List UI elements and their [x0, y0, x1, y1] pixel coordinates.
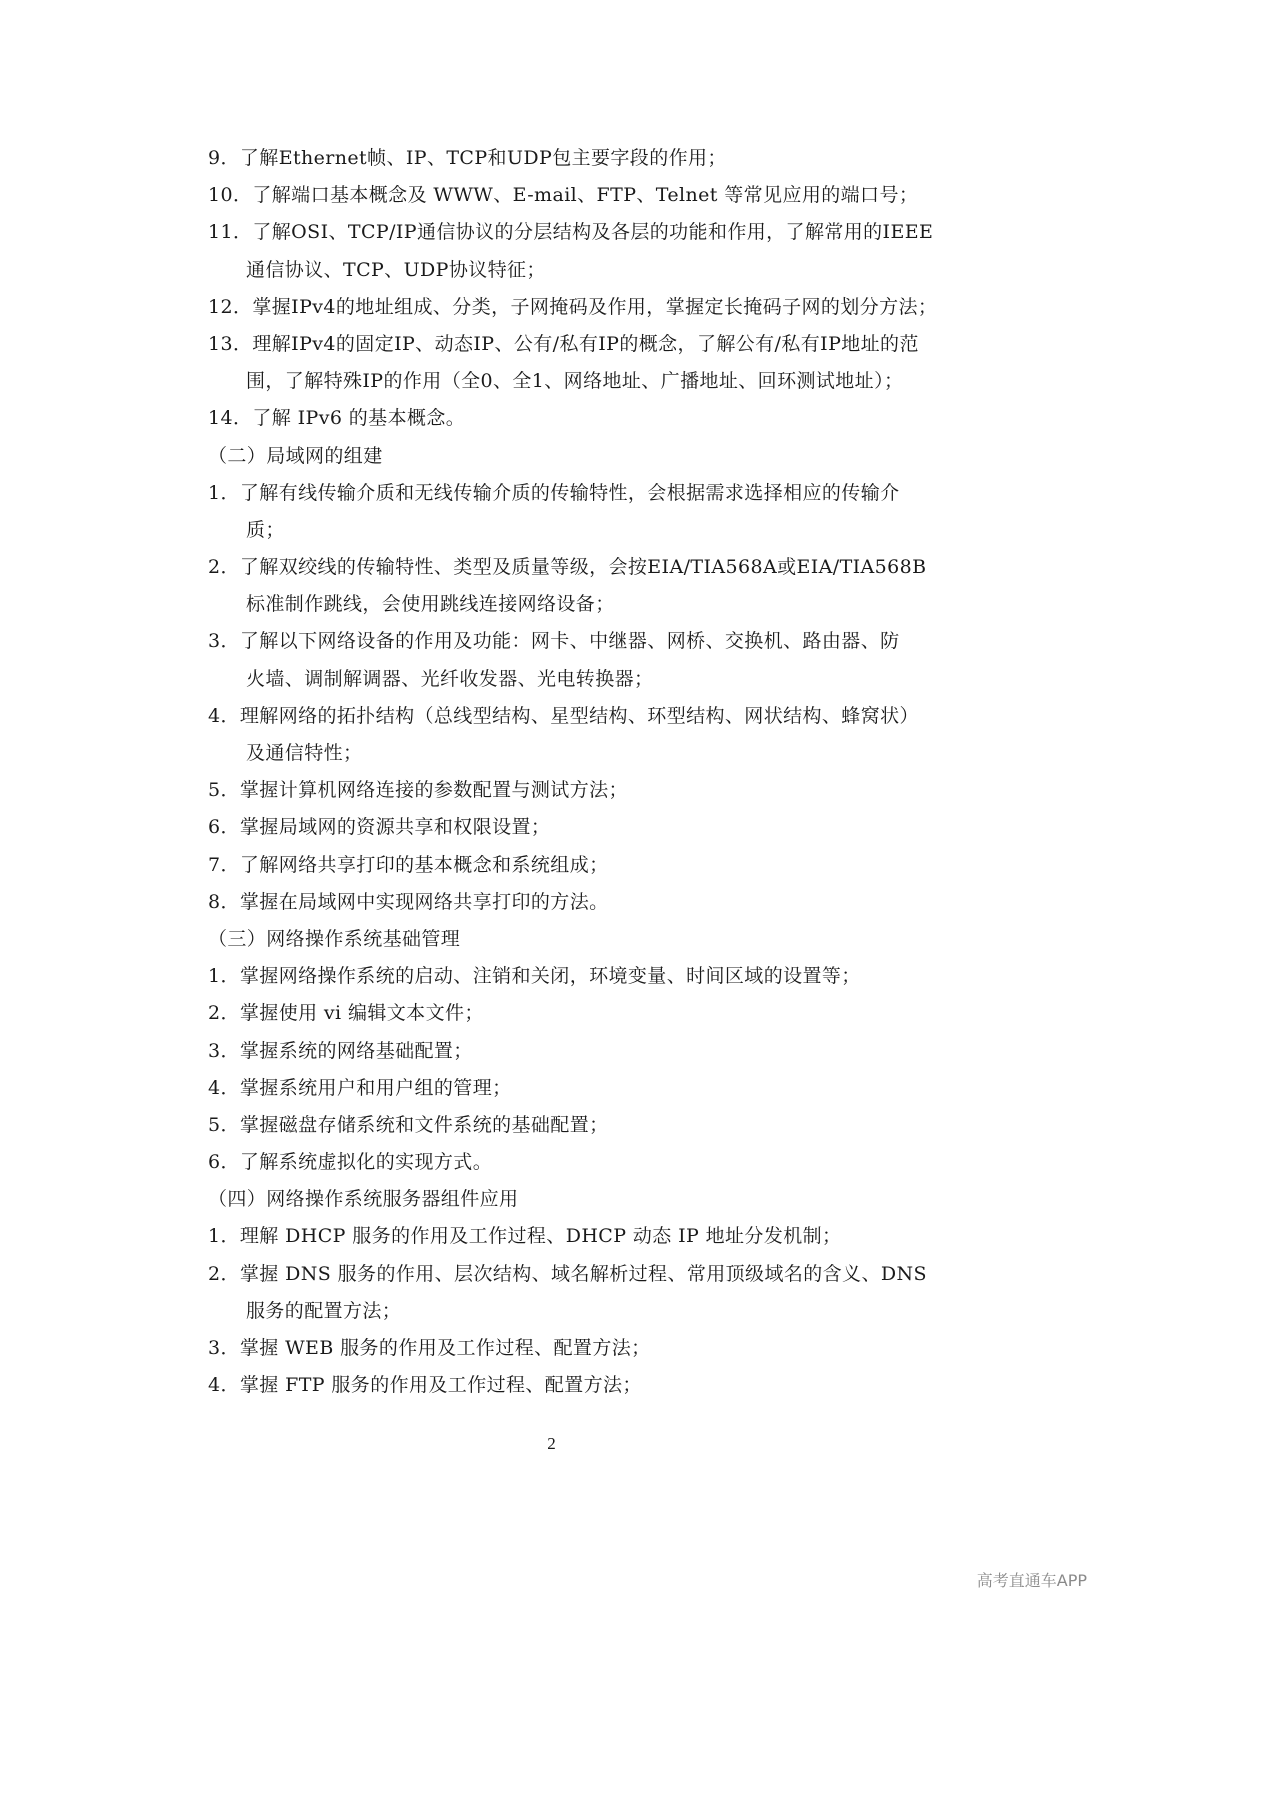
- text-line: 5．掌握计算机网络连接的参数配置与测试方法；: [208, 779, 628, 802]
- watermark: 高考直通车APP: [976, 1571, 1087, 1590]
- text-line-continuation: 质；: [246, 518, 285, 541]
- text-line-continuation: 及通信特性；: [246, 742, 363, 764]
- text-line-continuation: 服务的配置方法；: [246, 1299, 402, 1322]
- page-number: 2: [547, 1434, 556, 1453]
- section-heading: （二）局域网的组建: [208, 444, 383, 467]
- text-line-continuation: 通信协议、TCP、UDP协议特征；: [246, 258, 546, 281]
- text-line: 3．了解以下网络设备的作用及功能：网卡、中继器、网桥、交换机、路由器、防: [208, 630, 900, 653]
- section-heading: （三）网络操作系统基础管理: [208, 927, 461, 950]
- text-line: 1．掌握网络操作系统的启动、注销和关闭，环境变量、时间区域的设置等；: [208, 965, 861, 988]
- text-line: 7．了解网络共享打印的基本概念和系统组成；: [208, 853, 609, 876]
- section-heading: （四）网络操作系统服务器组件应用: [208, 1188, 519, 1211]
- text-line-continuation: 火墙、调制解调器、光纤收发器、光电转换器；: [246, 667, 654, 690]
- text-line: 3．掌握系统的网络基础配置；: [208, 1039, 473, 1062]
- text-line: 12．掌握IPv4的地址组成、分类，子网掩码及作用，掌握定长掩码子网的划分方法；: [208, 295, 938, 318]
- text-line: 2．掌握 DNS 服务的作用、层次结构、域名解析过程、常用顶级域名的含义、DNS: [208, 1262, 927, 1285]
- document-body: [208, 140, 948, 1404]
- text-line: 4．掌握系统用户和用户组的管理；: [208, 1076, 512, 1099]
- text-line: 9．了解Ethernet帧、IP、TCP和UDP包主要字段的作用；: [208, 147, 727, 169]
- text-line: 6．了解系统虚拟化的实现方式。: [208, 1151, 493, 1174]
- text-line: 4．掌握 FTP 服务的作用及工作过程、配置方法；: [208, 1374, 642, 1397]
- text-line: 13．理解IPv4的固定IP、动态IP、公有/私有IP的概念，了解公有/私有IP地址的范: [208, 332, 919, 355]
- text-line: 14．了解 IPv6 的基本概念。: [208, 407, 466, 430]
- text-line: 8．掌握在局域网中实现网络共享打印的方法。: [208, 890, 609, 913]
- text-line: 2．掌握使用 vi 编辑文本文件；: [208, 1002, 484, 1025]
- text-line-continuation: 围，了解特殊IP的作用（全0、全1、网络地址、广播地址、回环测试地址）；: [246, 370, 904, 393]
- text-line: 5．掌握磁盘存储系统和文件系统的基础配置；: [208, 1113, 609, 1136]
- text-line-continuation: 标准制作跳线，会使用跳线连接网络设备；: [246, 593, 615, 616]
- text-line: 1．了解有线传输介质和无线传输介质的传输特性，会根据需求选择相应的传输介: [208, 481, 900, 504]
- text-line: 6．掌握局域网的资源共享和权限设置；: [208, 816, 551, 839]
- text-line: 10．了解端口基本概念及 WWW、E-mail、FTP、Telnet 等常见应用的端口号；: [208, 184, 919, 207]
- text-line: 2．了解双绞线的传输特性、类型及质量等级，会按EIA/TIA568A或EIA/TIA568B: [208, 556, 927, 579]
- text-line: 1．理解 DHCP 服务的作用及工作过程、DHCP 动态 IP 地址分发机制；: [208, 1225, 842, 1248]
- text-line: 11．了解OSI、TCP/IP通信协议的分层结构及各层的功能和作用，了解常用的IEEE: [208, 221, 934, 244]
- text-line: 4．理解网络的拓扑结构（总线型结构、星型结构、环型结构、网状结构、蜂窝状）: [208, 704, 919, 727]
- text-line: 3．掌握 WEB 服务的作用及工作过程、配置方法；: [208, 1337, 651, 1359]
